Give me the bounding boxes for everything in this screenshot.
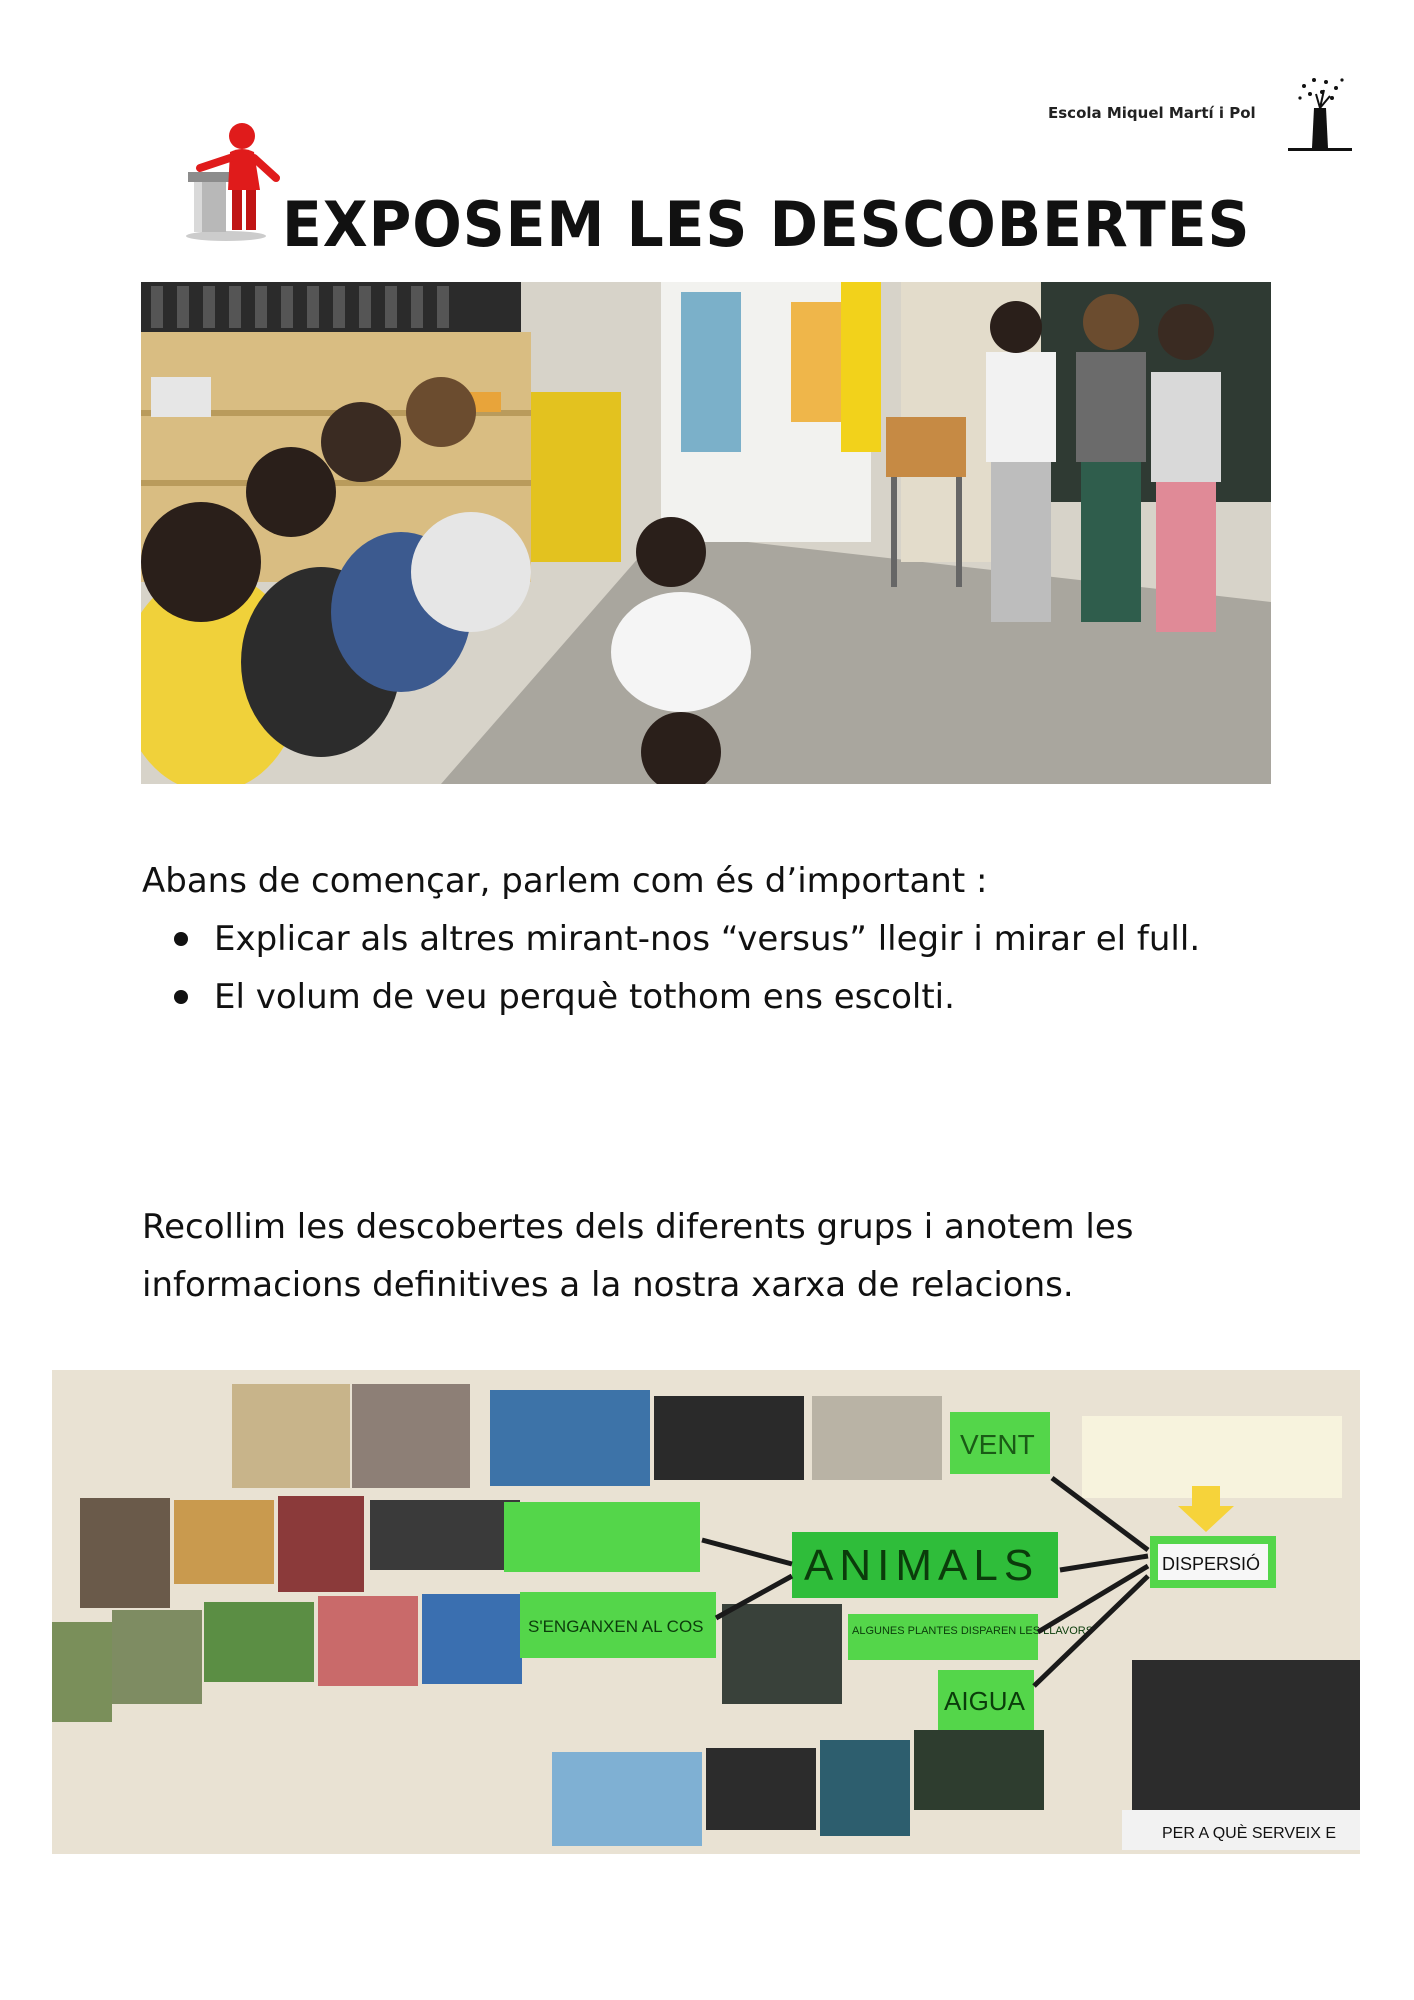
classroom-presentation-photo (141, 282, 1271, 784)
list-item: Explicar als altres mirant-nos “versus” llegir i mirar el full. (142, 910, 1262, 968)
label-senganxen: S'ENGANXEN AL COS (528, 1617, 704, 1636)
label-animals: ANIMALS (804, 1541, 1040, 1590)
label-dispersio: DISPERSIÓ (1162, 1554, 1261, 1574)
bullet-icon (174, 932, 188, 946)
speaker-podium-icon (180, 120, 284, 242)
bullet-icon (174, 990, 188, 1004)
bullet-list (142, 910, 1262, 1026)
label-per-que: PER A QUÈ SERVEIX E (1162, 1825, 1336, 1842)
label-aigua: AIGUA (944, 1686, 1025, 1716)
paragraph-text: Recollim les descobertes dels diferents grups i anotem les informacions definitives a la nostra xarxa de relacions. (142, 1207, 1134, 1305)
school-name: Escola Miquel Martí i Pol (1048, 104, 1256, 122)
label-vent: VENT (960, 1429, 1035, 1460)
label-alguns: ALGUNES PLANTES DISPAREN LES LLAVORS (852, 1625, 1094, 1637)
list-item: El volum de veu perquè tothom ens escolti. (142, 968, 1262, 1026)
page-title: EXPOSEM LES DESCOBERTES (282, 188, 1251, 261)
intro-text: Abans de començar, parlem com és d’important : (142, 861, 988, 901)
tree-logo-icon (1284, 72, 1356, 156)
relations-network-wall-photo (52, 1370, 1360, 1854)
